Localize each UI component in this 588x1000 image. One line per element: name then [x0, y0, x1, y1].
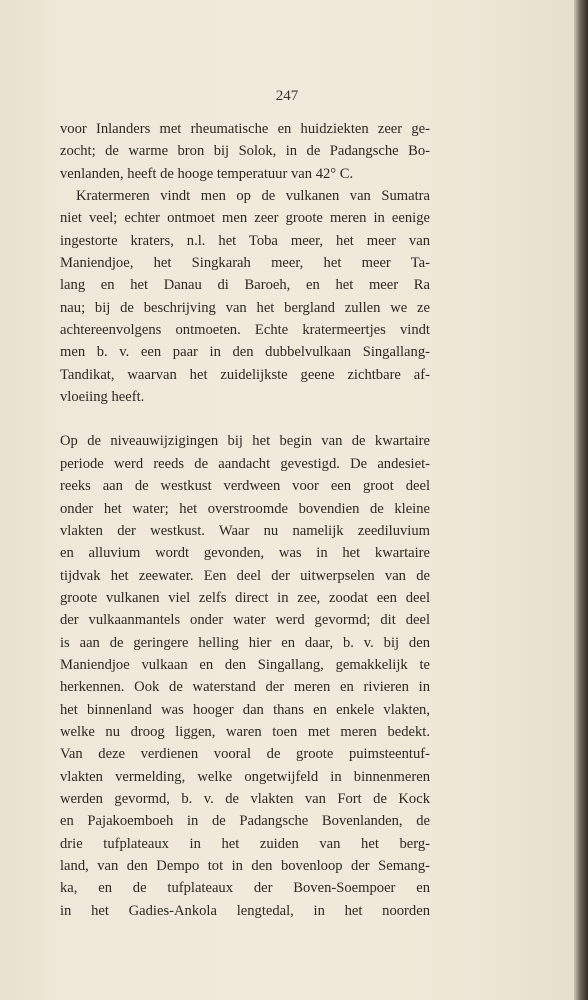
text-line: vloeiing heeft. — [60, 389, 145, 406]
text-line: en Pajakoemboeh in de Padangsche Bovenlanden, de — [60, 813, 430, 830]
paragraph-2 — [60, 185, 430, 408]
text-line: tijdvak het zeewater. Een deel der uitwerpselen van de — [60, 567, 430, 584]
text-line: Op de niveauwijzigingen bij het begin van de kwartaire — [60, 433, 430, 450]
text-line: Kratermeren vindt men op de vulkanen van Sumatra — [76, 188, 430, 205]
text-line: herkennen. Ook de waterstand der meren en rivieren in — [60, 679, 430, 696]
text-line: venlanden, heeft de hooge temperatuur van 42° C. — [60, 165, 354, 182]
paragraph-gap — [60, 408, 430, 430]
text-line: welke nu droog liggen, waren toen met meren bedekt. — [60, 723, 430, 740]
text-line: land, van den Dempo tot in den bovenloop der Semang- — [60, 858, 430, 874]
text-line: is aan de geringere helling hier en daar, b. v. bij den — [60, 634, 430, 651]
text-line: werden gevormd, b. v. de vlakten van Fort de Kock — [60, 790, 430, 807]
paragraph-3 — [60, 430, 430, 922]
page-body — [60, 118, 430, 922]
text-line: vlakten vermelding, welke ongetwijfeld in binnenmeren — [60, 768, 430, 785]
text-line: nau; bij de beschrijving van het bergland zullen we ze — [60, 299, 430, 316]
text-line: der vulkaanmantels onder water werd gevormd; dit deel — [60, 612, 430, 629]
text-line: ka, en de tufplateaux der Boven-Soempoer en — [60, 880, 430, 897]
text-line: Tandikat, waarvan het zuidelijkste geene zichtbare af- — [60, 366, 430, 383]
text-line: het binnenland was hooger dan thans en enkele vlakten, — [60, 701, 430, 718]
text-line: en alluvium wordt gevonden, was in het kwartaire — [60, 545, 430, 562]
text-line: voor Inlanders met rheumatische en huidziekten zeer ge- — [60, 121, 430, 137]
text-line: periode werd reeds de aandacht gevestigd. De andesiet- — [60, 455, 430, 472]
text-line: niet veel; echter ontmoet men zeer groote meren in eenige — [60, 210, 430, 227]
text-line: in het Gadies-Ankola lengtedal, in het noorden — [60, 902, 430, 919]
text-line: Van deze verdienen vooral de groote puimsteentuf- — [60, 746, 430, 763]
paragraph-1 — [60, 118, 430, 185]
page-edge-shadow — [574, 0, 588, 1000]
text-line: achtereenvolgens ontmoeten. Echte kratermeertjes vindt — [60, 322, 430, 339]
page-number: 247 — [275, 88, 299, 104]
text-line: reeks aan de westkust verdween voor een groot deel — [60, 478, 430, 495]
text-line: vlakten der westkust. Waar nu namelijk zeediluvium — [60, 522, 430, 539]
text-line: Maniendjoe vulkaan en den Singallang, gemakkelijk te — [60, 656, 430, 673]
text-line: onder het water; het overstroomde bovendien de kleine — [60, 500, 430, 517]
text-line: lang en het Danau di Baroeh, en het meer Ra — [60, 277, 430, 294]
text-line: ingestorte kraters, n.l. het Toba meer, het meer van — [60, 232, 430, 249]
text-line: zocht; de warme bron bij Solok, in de Padangsche Bo- — [60, 143, 430, 160]
text-line: groote vulkanen viel zelfs direct in zee, zoodat een deel — [60, 589, 430, 606]
text-line: Maniendjoe, het Singkarah meer, het meer Ta- — [60, 255, 430, 272]
text-line: drie tufplateaux in het zuiden van het berg- — [60, 835, 430, 852]
text-line: men b. v. een paar in den dubbelvulkaan Singallang- — [60, 344, 430, 361]
